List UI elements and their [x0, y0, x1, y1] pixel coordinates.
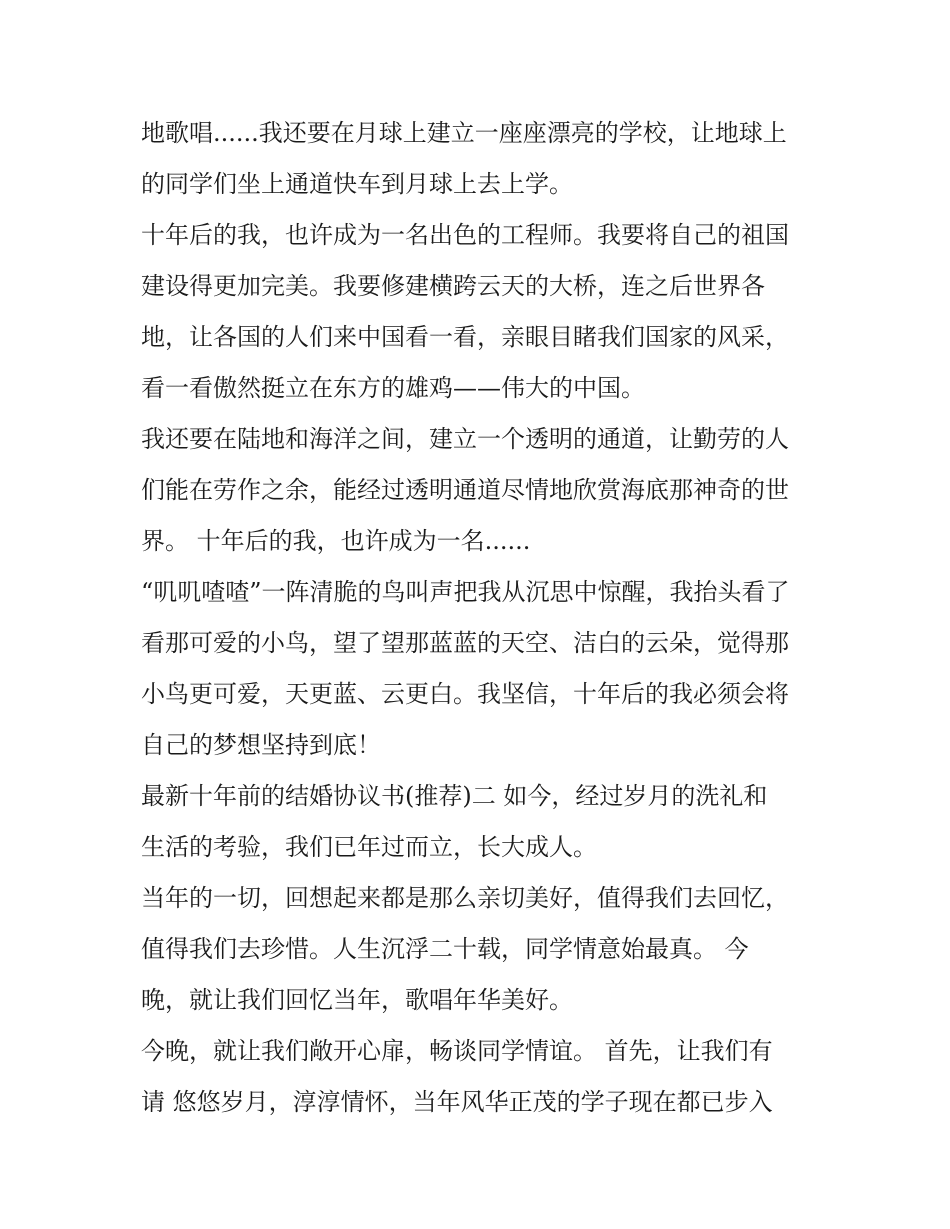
text-line: 当年的一切，回想起来都是那么亲切美好，值得我们去回忆，	[141, 884, 789, 912]
text-line: 今晚，就让我们敞开心扉，畅谈同学情谊。 首先，让我们有	[141, 1037, 773, 1065]
text-line: 我还要在陆地和海洋之间，建立一个透明的通道，让勤劳的人	[141, 425, 789, 453]
text-line: 建设得更加完美。我要修建横跨云天的大桥，连之后世界各	[141, 272, 765, 300]
text-line: 最新十年前的结婚协议书(推荐)二 如今，经过岁月的洗礼和	[141, 782, 768, 810]
text-line: 看那可爱的小鸟，望了望那蓝蓝的天空、洁白的云朵，觉得那	[141, 629, 789, 657]
text-line: 地歌唱......我还要在月球上建立一座座漂亮的学校，让地球上	[141, 119, 787, 147]
text-line: 值得我们去珍惜。人生沉浮二十载，同学情意始最真。 今	[141, 935, 749, 963]
text-line: 小鸟更可爱，天更蓝、云更白。我坚信，十年后的我必须会将	[141, 680, 789, 708]
document-body	[141, 108, 821, 1128]
text-line: 看一看傲然挺立在东方的雄鸡——伟大的中国。	[141, 374, 645, 402]
text-line: 们能在劳作之余，能经过透明通道尽情地欣赏海底那神奇的世	[141, 476, 789, 504]
text-line: 十年后的我，也许成为一名出色的工程师。我要将自己的祖国	[141, 221, 789, 249]
text-line: 的同学们坐上通道快车到月球上去上学。	[141, 170, 573, 198]
text-line: 请 悠悠岁月，淳淳情怀，当年风华正茂的学子现在都已步入	[141, 1088, 773, 1116]
text-line: “叽叽喳喳”一阵清脆的鸟叫声把我从沉思中惊醒，我抬头看了	[141, 578, 790, 606]
text-line: 晚，就让我们回忆当年，歌唱年华美好。	[141, 986, 573, 1014]
text-line: 地，让各国的人们来中国看一看，亲眼目睹我们国家的风采，	[141, 323, 789, 351]
text-line: 界。 十年后的我，也许成为一名......	[141, 527, 531, 555]
text-line: 自己的梦想坚持到底！	[141, 731, 381, 759]
text-line: 生活的考验，我们已年过而立，长大成人。	[141, 833, 597, 861]
